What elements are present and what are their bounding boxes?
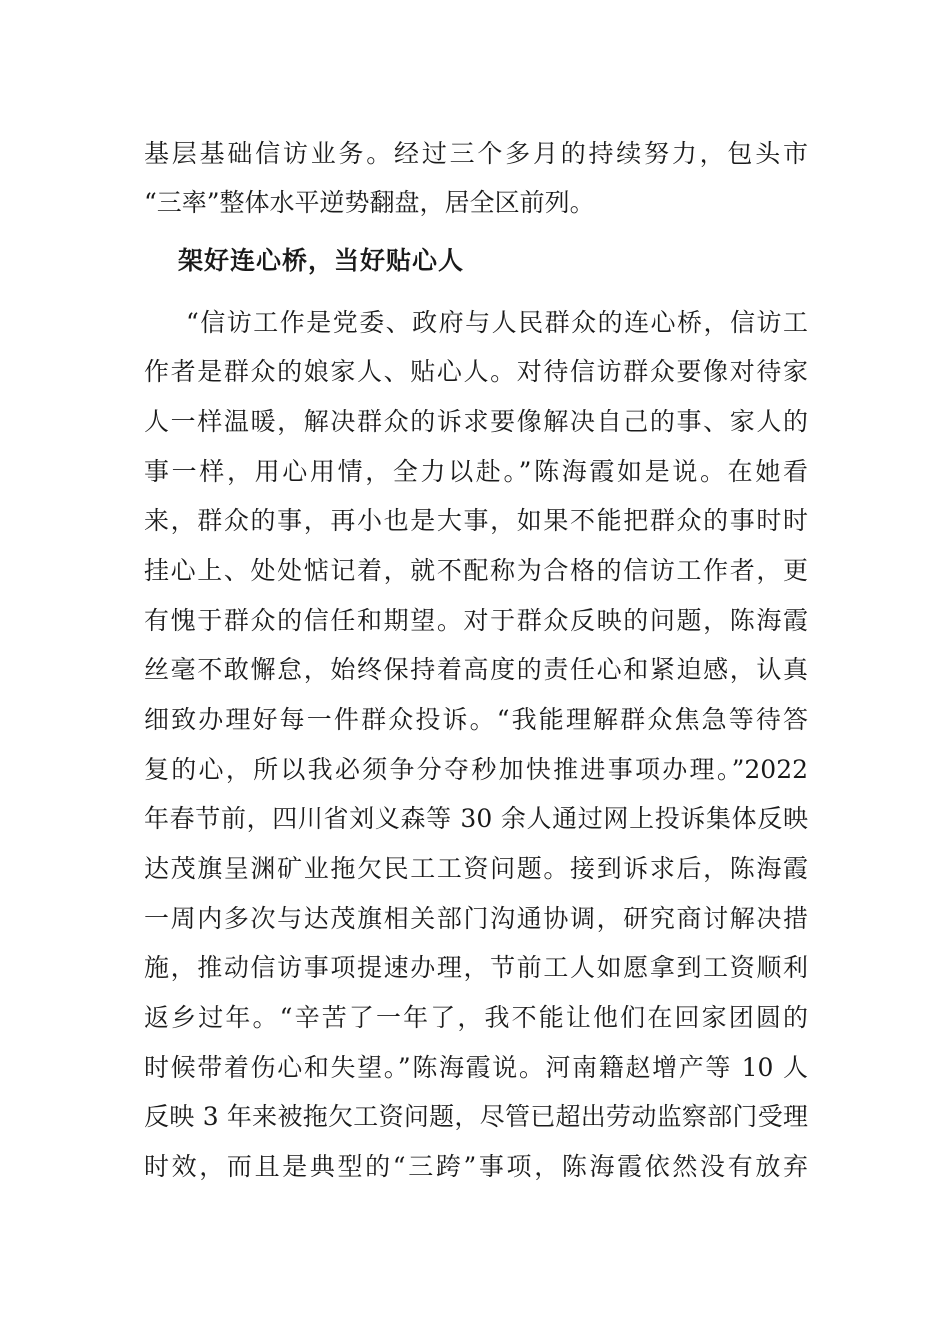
paragraph-line: 一周内多次与达茂旗相关部门沟通协调，研究商讨解决措 [144,904,808,933]
paragraph-line: 达茂旗呈渊矿业拖欠民工工资问题。接到诉求后，陈海霞 [144,854,808,883]
paragraph-line: 年春节前，四川省刘义森等 30 余人通过网上投诉集体反映 [144,804,808,833]
paragraph-line: 挂心上、处处惦记着，就不配称为合格的信访工作者，更 [144,556,808,585]
paragraph-line: 反映 3 年来被拖欠工资问题，尽管已超出劳动监察部门受理 [144,1102,808,1131]
paragraph-line: 细致办理好每一件群众投诉。“我能理解群众焦急等待答 [144,705,808,734]
paragraph-line: 复的心，所以我必须争分夺秒加快推进事项办理。”2022 [144,755,808,784]
paragraph-line: 来，群众的事，再小也是大事，如果不能把群众的事时时 [144,506,808,535]
paragraph-line: 施，推动信访事项提速办理，节前工人如愿拿到工资顺利 [144,953,808,982]
paragraph-line: 时效，而且是典型的“三跨”事项，陈海霞依然没有放弃 [144,1152,808,1181]
paragraph-line: 基层基础信访业务。经过三个多月的持续努力，包头市 [144,139,808,168]
paragraph-line: “三率”整体水平逆势翻盘，居全区前列。 [144,188,595,217]
paragraph-line: 作者是群众的娘家人、贴心人。对待信访群众要像对待家 [144,357,808,386]
paragraph-line: 丝毫不敢懈怠，始终保持着高度的责任心和紧迫感，认真 [144,655,808,684]
paragraph-line: 人一样温暖，解决群众的诉求要像解决自己的事、家人的 [144,407,808,436]
paragraph-line: 有愧于群众的信任和期望。对于群众反映的问题，陈海霞 [144,606,808,635]
section-heading: 架好连心桥，当好贴心人 [178,246,465,275]
paragraph-line: 时候带着伤心和失望。”陈海霞说。河南籍赵增产等 10 人 [144,1053,808,1082]
paragraph-line: 事一样，用心用情，全力以赴。”陈海霞如是说。在她看 [144,457,808,486]
paragraph-line: “信访工作是党委、政府与人民群众的连心桥，信访工 [186,308,808,337]
paragraph-line: 返乡过年。“辛苦了一年了，我不能让他们在回家团圆的 [144,1003,808,1032]
